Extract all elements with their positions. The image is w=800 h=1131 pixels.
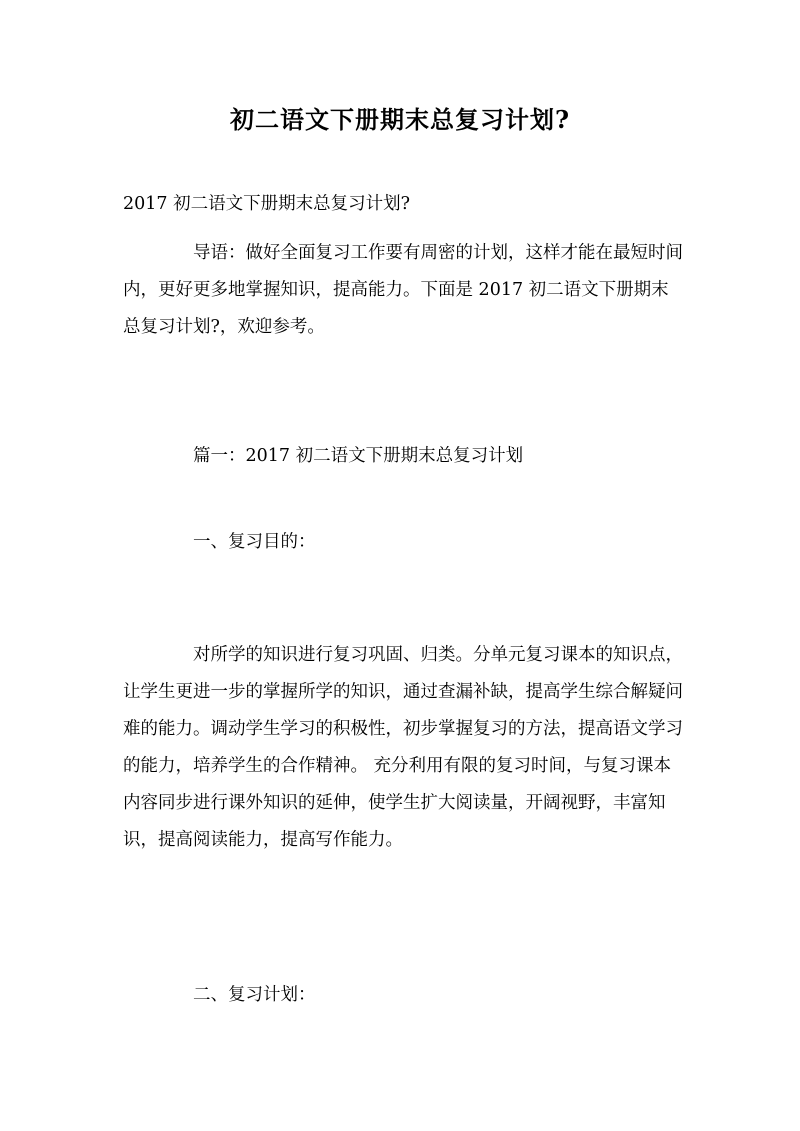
heading-review-plan: 二、复习计划：: [193, 985, 316, 1005]
subtitle-line: 2017 初二语文下册期末总复习计划?: [123, 194, 410, 214]
document-title: 初二语文下册期末总复习计划?: [229, 105, 571, 134]
section-heading: 篇一：2017 初二语文下册期末总复习计划: [193, 446, 524, 466]
review-purpose-paragraph: 对所学的知识进行复习巩固、归类。分单元复习课本的知识点，让学生更进一步的掌握所学的知识，通过查漏补缺，提高学生综合解疑问难的能力。调动学生学习的积极性，初步掌握复习的方法，提高语文学习的能力，培养学生的合作精神。 充分利用有限的复习时间，与复习课本内容同步进行课外知识的延伸，使学生扩大阅读量，开阔视野，丰富知识，提高阅读能力，提高写作能力。: [123, 645, 683, 850]
heading-review-purpose: 一、复习目的：: [193, 532, 316, 552]
intro-paragraph: 导语：做好全面复习工作要有周密的计划，这样才能在最短时间内，更好更多地掌握知识，提高能力。下面是 2017 初二语文下册期末总复习计划?，欢迎参考。: [123, 243, 683, 337]
